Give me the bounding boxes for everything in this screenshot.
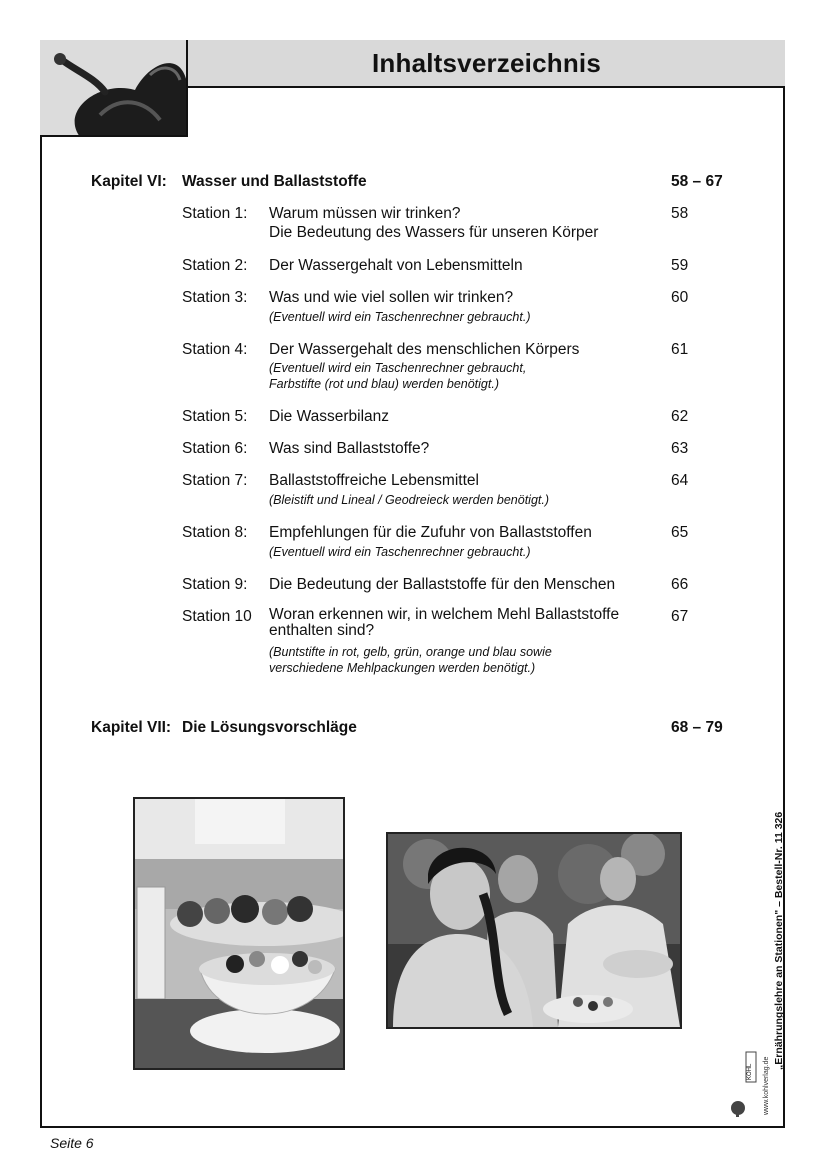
station-note: (Buntstifte in rot, gelb, grün, orange und blau sowie	[269, 645, 552, 659]
station-note: Farbstifte (rot und blau) werden benötigt.)	[269, 377, 499, 391]
station-title	[269, 340, 659, 392]
fruit-bowl-photo	[133, 797, 345, 1070]
station-label: Station 9:	[182, 576, 248, 593]
station-pages: 63	[671, 440, 689, 457]
station-label: Station 7:	[182, 472, 248, 489]
station-pages: 62	[671, 408, 689, 425]
station-pages: 65	[671, 524, 689, 541]
station-note: verschiedene Mehlpackungen werden benötigt.)	[269, 661, 536, 675]
station-title	[269, 471, 659, 508]
station-label: Station 3:	[182, 289, 248, 306]
chapter-pages: 58 – 67	[671, 173, 723, 190]
order-number-side-text: „Ernährungslehre an Stationen" – Bestell-Nr. 11 326	[773, 811, 785, 1070]
station-label: Station 6:	[182, 440, 248, 457]
station-title: Der Wassergehalt von Lebensmitteln	[269, 257, 523, 274]
publisher-logo	[730, 1050, 758, 1118]
station-title-line: Warum müssen wir trinken?	[269, 205, 461, 222]
station-note: (Bleistift und Lineal / Geodreieck werden benötigt.)	[269, 493, 550, 507]
station-note: (Eventuell wird ein Taschenrechner gebraucht,	[269, 361, 527, 375]
station-title: Die Wasserbilanz	[269, 408, 390, 425]
chapter-label: Kapitel VII:	[91, 719, 172, 736]
pepper-photo	[40, 40, 188, 137]
station-title: Was sind Ballaststoffe?	[269, 440, 430, 457]
page-title: Inhaltsverzeichnis	[371, 47, 602, 78]
chapter-label: Kapitel VI:	[91, 173, 167, 190]
station-label: Station 1:	[182, 205, 248, 222]
page-number: Seite 6	[50, 1135, 94, 1151]
station-title-line: Woran erkennen wir, in welchem Mehl Ballaststoffe enthalten sind?	[269, 606, 620, 639]
station-title-line: Ballaststoffreiche Lebensmittel	[269, 472, 479, 489]
station-title	[269, 523, 659, 560]
chapter-title: Wasser und Ballaststoffe	[182, 173, 367, 190]
station-label: Station 2:	[182, 257, 248, 274]
family-dinner-photo	[386, 832, 682, 1029]
publisher-url: www.kohlverlag.de	[763, 1056, 770, 1115]
station-title-line: Was und wie viel sollen wir trinken?	[269, 289, 514, 306]
station-pages: 60	[671, 289, 689, 306]
station-label: Station 10	[182, 608, 252, 625]
station-pages: 67	[671, 608, 689, 625]
title-bar	[188, 40, 785, 88]
station-pages: 61	[671, 341, 689, 358]
station-pages: 66	[671, 576, 689, 593]
station-note: (Eventuell wird ein Taschenrechner gebraucht.)	[269, 310, 531, 324]
chapter-pages: 68 – 79	[671, 719, 723, 736]
station-label: Station 4:	[182, 341, 248, 358]
station-pages: 59	[671, 257, 689, 274]
station-title: Die Bedeutung der Ballaststoffe für den Menschen	[269, 576, 616, 593]
publisher-logo-text: KOHL	[747, 1063, 753, 1080]
station-title	[269, 607, 659, 676]
station-pages: 64	[671, 472, 689, 489]
station-title-line: Der Wassergehalt des menschlichen Körpers	[269, 341, 580, 358]
station-note: (Eventuell wird ein Taschenrechner gebraucht.)	[269, 545, 531, 559]
station-title	[269, 204, 659, 242]
station-title	[269, 288, 659, 325]
station-label: Station 5:	[182, 408, 248, 425]
station-title-line: Die Bedeutung des Wassers für unseren Körper	[269, 224, 599, 241]
chapter-title: Die Lösungsvorschläge	[182, 719, 357, 736]
station-label: Station 8:	[182, 524, 248, 541]
station-title-line: Empfehlungen für die Zufuhr von Ballaststoffen	[269, 524, 592, 541]
station-pages: 58	[671, 205, 689, 222]
